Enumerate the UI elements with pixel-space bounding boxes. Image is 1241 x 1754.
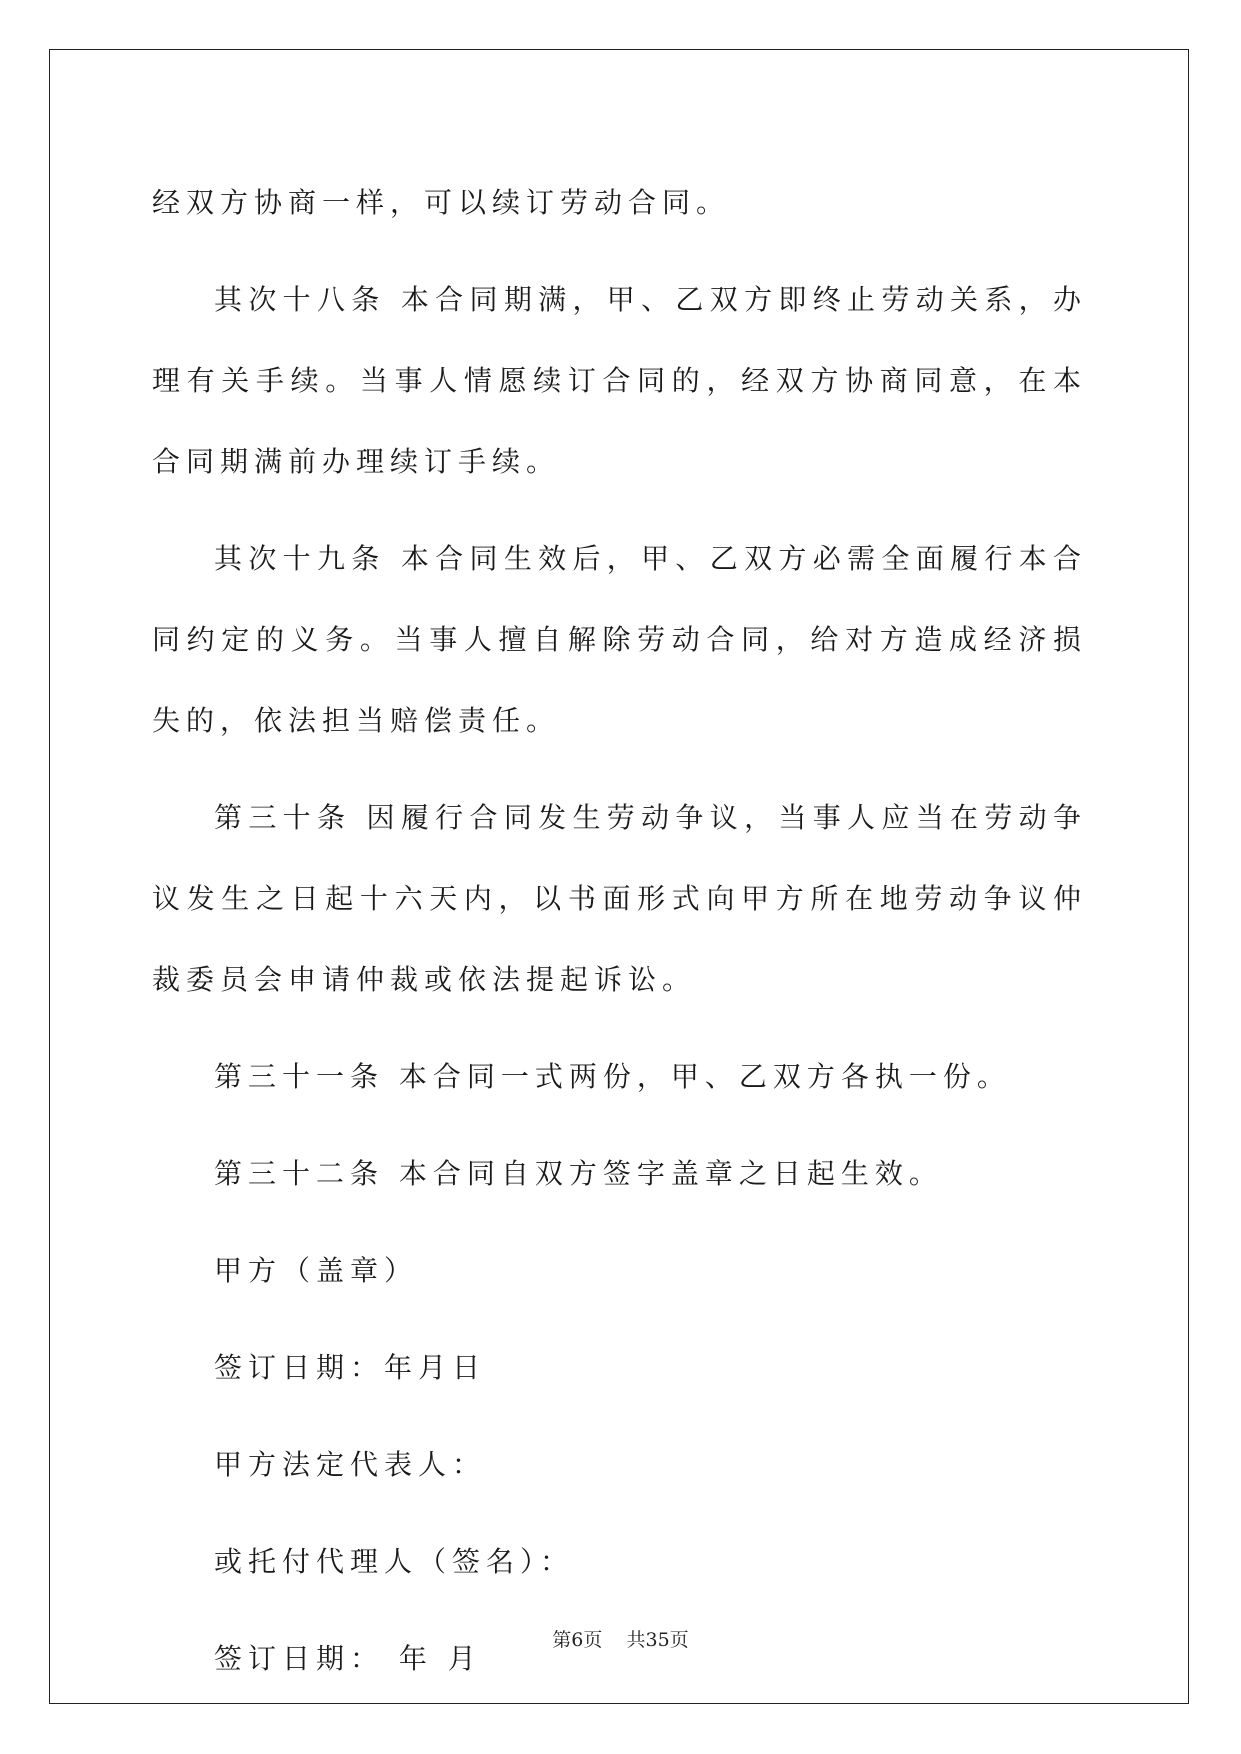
signing-date-line: 签订日期：年月日 bbox=[214, 1351, 487, 1384]
paragraph-article-28: 其次十八条 本合同期满，甲、乙双方即终止劳动关系，办理有关手续。当事人情愿续订合同的，经双方协商同意，在本合同期满前办理续订手续。 bbox=[152, 283, 1087, 478]
page-prefix: 第 bbox=[552, 1629, 572, 1651]
document-body bbox=[152, 162, 1087, 1715]
total-suffix: 页 bbox=[669, 1629, 689, 1651]
total-pages: 35 bbox=[645, 1629, 670, 1651]
paragraph-continuation: 经双方协商一样，可以续订劳动合同。 bbox=[152, 186, 731, 219]
legal-representative-line: 甲方法定代表人： bbox=[214, 1448, 487, 1481]
page-footer bbox=[0, 1628, 1241, 1652]
page-suffix: 页 bbox=[583, 1629, 603, 1651]
paragraph-article-29: 其次十九条 本合同生效后，甲、乙双方必需全面履行本合同约定的义务。当事人擅自解除劳动合同，给对方造成经济损失的，依法担当赔偿责任。 bbox=[152, 542, 1087, 737]
paragraph-article-30: 第三十条 因履行合同发生劳动争议，当事人应当在劳动争议发生之日起十六天内，以书面形式向甲方所在地劳动争议仲裁委员会申请仲裁或依法提起诉讼。 bbox=[152, 801, 1087, 996]
paragraph-article-32: 第三十二条 本合同自双方签字盖章之日起生效。 bbox=[214, 1157, 943, 1190]
total-prefix: 共 bbox=[626, 1629, 646, 1651]
party-a-seal-line: 甲方（盖章） bbox=[214, 1254, 419, 1287]
page-number: 6 bbox=[571, 1629, 584, 1651]
paragraph-article-31: 第三十一条 本合同一式两份，甲、乙双方各执一份。 bbox=[214, 1060, 1011, 1093]
signing-date-line-2: 签订日期： 年 月 bbox=[214, 1642, 482, 1675]
authorized-agent-line: 或托付代理人（签名）： bbox=[214, 1545, 575, 1578]
